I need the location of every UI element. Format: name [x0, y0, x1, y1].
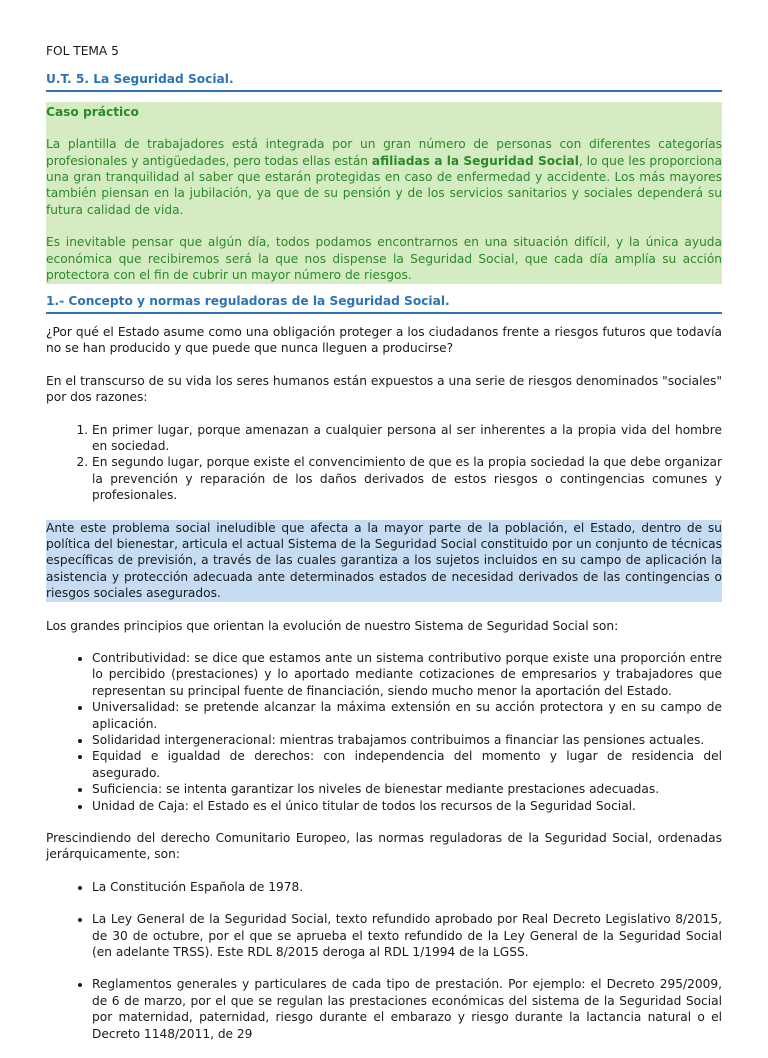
case-study-box — [46, 102, 722, 285]
section-question: ¿Por qué el Estado asume como una obligación proteger a los ciudadanos frente a riesgos futuros que todavía no se han producido y que puede que nunca lleguen a producirse? — [46, 324, 722, 356]
principles-list — [46, 650, 722, 814]
list-item: 1. En primer lugar, porque amenazan a cualquier persona al ser inherentes a la propia vida del hombre en sociedad. — [92, 422, 722, 455]
list-item: 2. En segundo lugar, porque existe el convencimiento de que es la propia sociedad la que debe organizar la prevención y reparación de los daños derivados de estos riesgos o contingencias comunes y profesionales. — [92, 454, 722, 503]
section-title: 1.- Concepto y normas reguladoras de la Seguridad Social. — [46, 293, 722, 313]
list-item: • Contributividad: se dice que estamos ante un sistema contributivo porque existe una proporción entre lo percibido (prestaciones) y lo aportado mediante cotizaciones de empresarios y trabajadores que representan su principal fuente de financiación, siendo mucho menor la aportación del Estado. — [92, 650, 722, 699]
document-header: FOL TEMA 5 — [46, 44, 119, 58]
norms-list — [46, 879, 722, 1042]
list-item: • Reglamentos generales y particulares de cada tipo de prestación. Por ejemplo: el Decreto 295/2009, de 6 de marzo, por el que se regulan las prestaciones económicas del sistema de la Seguridad Social por maternidad, paternidad, riesgo durante el embarazo y riesgo durante la lactancia natural o el Decreto 1148/2011, de 29 — [92, 976, 722, 1042]
document-content — [46, 43, 722, 1058]
unit-title: U.T. 5. La Seguridad Social. — [46, 71, 722, 91]
list-item: • Universalidad: se pretende alcanzar la máxima extensión en su acción protectora y en su campo de aplicación. — [92, 699, 722, 732]
list-item: • Suficiencia: se intenta garantizar los niveles de bienestar mediante prestaciones adecuadas. — [92, 781, 722, 797]
norms-intro: Prescindiendo del derecho Comunitario Europeo, las normas reguladoras de la Seguridad Social, ordenadas jerárquicamente, son: — [46, 831, 722, 862]
list-item: • La Constitución Española de 1978. — [92, 879, 722, 895]
principles-intro: Los grandes principios que orientan la evolución de nuestro Sistema de Seguridad Social son: — [46, 618, 619, 633]
case-paragraph-2: Es inevitable pensar que algún día, todos podamos encontrarnos en una situación difícil, y la única ayuda económica que recibiremos será la que nos dispense la Seguridad Social, que cada día amplía su acción protectora con el fin de cubrir un mayor número de riesgos. — [46, 235, 722, 283]
list-item: • Equidad e igualdad de derechos: con independencia del momento y lugar de residencia del asegurado. — [92, 748, 722, 781]
case-paragraph-1 — [46, 136, 722, 218]
list-item: • La Ley General de la Seguridad Social, texto refundido aprobado por Real Decreto Legislativo 8/2015, de 30 de octubre, por el que se aprueba el texto refundido de la Ley General de la Seguridad Social (en adelante TRSS). Este RDL 8/2015 deroga al RDL 1/1994 de la LGSS. — [92, 911, 722, 960]
case-p1-text: La plantilla de trabajadores está integrada por un gran número de personas con diferentes categorías profesionales y antigüedades, pero todas ellas están — [46, 137, 722, 168]
reasons-list — [46, 422, 722, 504]
highlighted-paragraph: Ante este problema social ineludible que afecta a la mayor parte de la población, el Estado, dentro de su política del bienestar, articula el actual Sistema de la Seguridad Social constituido por un conjunto de técnicas específicas de previsión, a través de las cuales garantiza a los sujetos incluidos en su campo de aplicación la asistencia y protección adecuada ante determinados estados de necesidad derivados de las contingencias o riesgos sociales asegurados. — [46, 520, 722, 601]
case-study-title: Caso práctico — [46, 104, 139, 119]
case-p1-text-end: , lo que les proporciona una gran tranquilidad al saber que estarán protegidas en caso de enfermedad y accidente. Los más mayores también piensan en la jubilación, ya que de su pensión y de los servicios sanitarios y sociales dependerá su futura calidad de vida. — [46, 153, 722, 217]
list-item: • Unidad de Caja: el Estado es el único titular de todos los recursos de la Seguridad Social. — [92, 798, 722, 814]
list-item: • Solidaridad intergeneracional: mientras trabajamos contribuimos a financiar las pensiones actuales. — [92, 732, 722, 748]
risks-intro: En el transcurso de su vida los seres humanos están expuestos a una serie de riesgos denominados "sociales" por dos razones: — [46, 373, 722, 405]
case-p1-bold: afiliadas a la Seguridad Social — [371, 153, 579, 168]
